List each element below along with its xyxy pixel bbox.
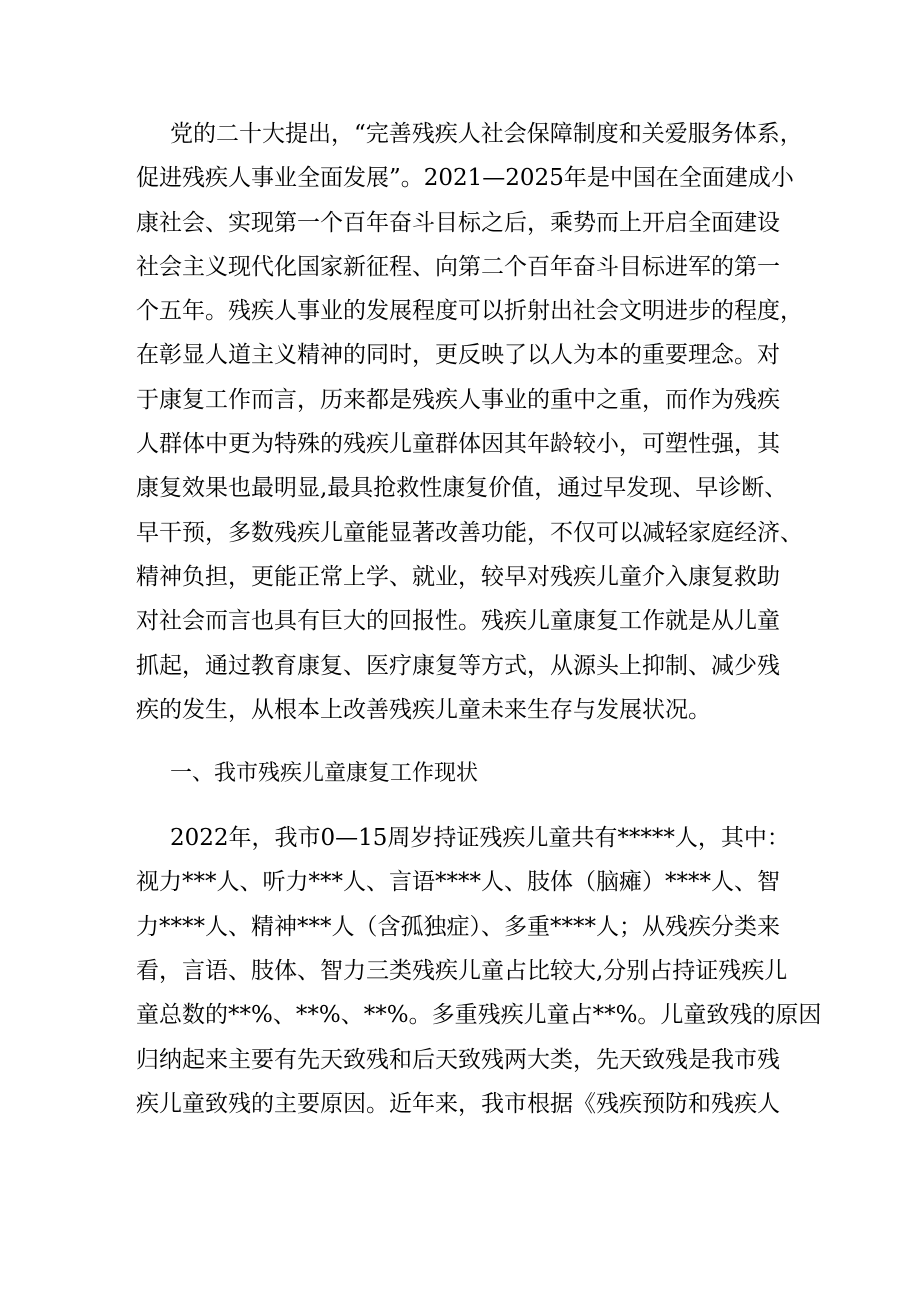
paragraph-status <box>136 816 822 1126</box>
text-line: 疾儿童致残的主要原因。近年来，我市根据《残疾预防和残疾人 <box>136 1090 780 1117</box>
text-line: 对社会而言也具有巨大的回报性。残疾儿童康复工作就是从儿童 <box>136 608 780 635</box>
section-heading: 一、我市残疾儿童康复工作现状 <box>170 761 479 787</box>
text-line: 个五年。残疾人事业的发展程度可以折射出社会文明进步的程度， <box>136 298 803 325</box>
text-line: 在彰显人道主义精神的同时，更反映了以人为本的重要理念。对 <box>136 342 780 369</box>
text-line: 社会主义现代化国家新征程、向第二个百年奋斗目标进军的第一 <box>136 253 780 280</box>
text-line: 看，言语、肢体、智力三类残疾儿童占比较大,分别占持证残疾儿 <box>136 958 788 985</box>
text-line: 康社会、实现第一个百年奋斗目标之后，乘势而上开启全面建设 <box>136 209 780 236</box>
text-line: 党的二十大提出，“完善残疾人社会保障制度和关爱服务体系， <box>170 121 803 147</box>
text-line: 早干预，多数残疾儿童能显著改善功能，不仅可以减轻家庭经济、 <box>136 519 803 546</box>
text-line: 人群体中更为特殊的残疾儿童群体因其年龄较小，可塑性强，其 <box>136 431 780 458</box>
text-line: 促进残疾人事业全面发展”。2021—2025年是中国在全面建成小 <box>136 165 794 192</box>
text-line: 精神负担，更能正常上学、就业，较早对残疾儿童介入康复救助 <box>136 563 780 590</box>
text-line: 康复效果也最明显,最具抢救性康复价值，通过早发现、早诊断、 <box>136 475 788 502</box>
text-line: 抓起，通过教育康复、医疗康复等方式，从源头上抑制、减少残 <box>136 652 780 679</box>
text-line: 2022年，我市0—15周岁持证残疾儿童共有*****人，其中： <box>170 825 790 852</box>
paragraph-intro <box>136 112 810 732</box>
text-line: 疾的发生，从根本上改善残疾儿童未来生存与发展状况。 <box>136 696 711 723</box>
text-line: 归纳起来主要有先天致残和后天致残两大类，先天致残是我市残 <box>136 1046 780 1073</box>
text-line: 力****人、精神***人（含孤独症）、多重****人；从残疾分类来 <box>136 913 780 940</box>
text-line: 童总数的**%、**%、**%。多重残疾儿童占**%。儿童致残的原因 <box>136 1002 822 1029</box>
text-line: 于康复工作而言，历来都是残疾人事业的重中之重，而作为残疾 <box>136 386 780 413</box>
text-line: 视力***人、听力***人、言语****人、肢体（脑瘫）****人、智 <box>136 869 780 896</box>
